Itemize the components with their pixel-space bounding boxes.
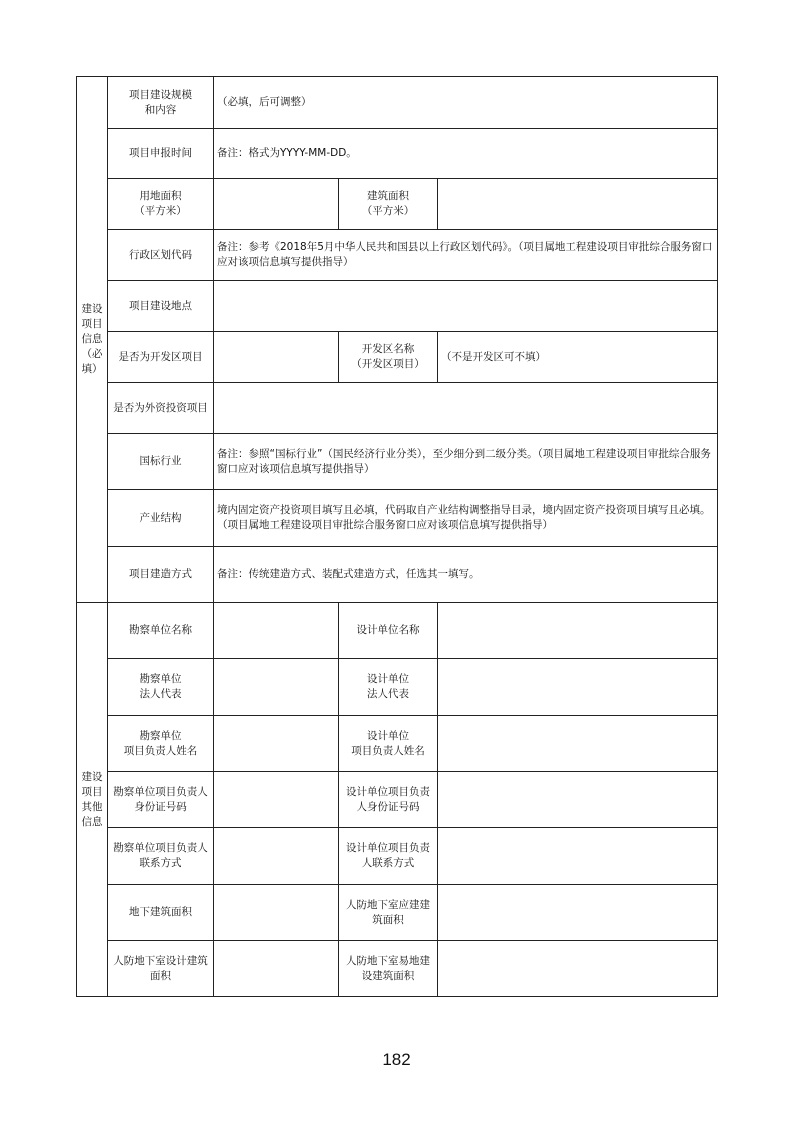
- underground-area-label: 地下建筑面积: [108, 885, 214, 941]
- row-division-code: [77, 230, 718, 281]
- survey-legal-rep-label: 勘察单位 法人代表: [108, 659, 214, 716]
- design-leader-id-field[interactable]: [438, 772, 718, 828]
- row-foreign-investment: [77, 383, 718, 434]
- location-label: 项目建设地点: [108, 281, 214, 332]
- design-legal-rep-field[interactable]: [438, 659, 718, 716]
- row-area: [77, 179, 718, 230]
- land-area-field[interactable]: [214, 179, 339, 230]
- survey-leader-contact-label: 勘察单位项目负责人 联系方式: [108, 828, 214, 885]
- industry-structure-field[interactable]: 境内固定资产投资项目填写且必填，代码取自产业结构调整指导目录，境内固定资产投资项目填写且必填。（项目属地工程建设项目审批综合服务窗口应对该项信息填写提供指导）: [214, 490, 718, 547]
- project-scale-field[interactable]: （必填，后可调整）: [214, 77, 718, 129]
- civil-defense-offsite-area-label: 人防地下室易地建 设建筑面积: [339, 941, 438, 997]
- civil-defense-required-area-label: 人防地下室应建建 筑面积: [339, 885, 438, 941]
- row-project-leader-name: [77, 716, 718, 772]
- row-civil-defense-area: [77, 941, 718, 997]
- report-time-field[interactable]: 备注：格式为YYYY-MM-DD。: [214, 129, 718, 179]
- design-leader-name-field[interactable]: [438, 716, 718, 772]
- row-construction-method: [77, 547, 718, 603]
- project-scale-label: 项目建设规模 和内容: [108, 77, 214, 129]
- design-leader-id-label: 设计单位项目负责 人身份证号码: [339, 772, 438, 828]
- survey-leader-id-field[interactable]: [214, 772, 339, 828]
- page-number: 182: [382, 1050, 411, 1069]
- foreign-investment-label: 是否为外资投资项目: [108, 383, 214, 434]
- report-time-label: 项目申报时间: [108, 129, 214, 179]
- row-industry: [77, 434, 718, 490]
- survey-unit-name-field[interactable]: [214, 603, 339, 659]
- row-leader-contact: [77, 828, 718, 885]
- survey-leader-contact-field[interactable]: [214, 828, 339, 885]
- dev-zone-label: 是否为开发区项目: [108, 332, 214, 383]
- design-leader-contact-field[interactable]: [438, 828, 718, 885]
- division-code-label: 行政区划代码: [108, 230, 214, 281]
- row-leader-id-number: [77, 772, 718, 828]
- design-unit-name-field[interactable]: [438, 603, 718, 659]
- row-dev-zone: [77, 332, 718, 383]
- industry-field[interactable]: 备注：参照“国标行业”（国民经济行业分类），至少细分到二级分类。（项目属地工程建设项目审批综合服务窗口应对该项信息填写提供指导）: [214, 434, 718, 490]
- section-project-info-label: 建设 项目 信息（必 填）: [77, 77, 108, 603]
- dev-zone-name-field[interactable]: （不是开发区可不填）: [438, 332, 718, 383]
- project-info-form: [76, 76, 718, 997]
- row-industry-structure: [77, 490, 718, 547]
- land-area-label: 用地面积 （平方米）: [108, 179, 214, 230]
- underground-area-field[interactable]: [214, 885, 339, 941]
- survey-unit-name-label: 勘察单位名称: [108, 603, 214, 659]
- survey-legal-rep-field[interactable]: [214, 659, 339, 716]
- survey-leader-name-field[interactable]: [214, 716, 339, 772]
- section-other-info-label: 建设 项目 其他 信息: [77, 603, 108, 997]
- foreign-investment-field[interactable]: [214, 383, 718, 434]
- division-code-field[interactable]: 备注：参考《2018年5月中华人民共和国县以上行政区划代码》。（项目属地工程建设项目审批综合服务窗口应对该项信息填写提供指导）: [214, 230, 718, 281]
- construction-method-field[interactable]: 备注：传统建造方式、装配式建造方式，任选其一填写。: [214, 547, 718, 603]
- row-report-time: [77, 129, 718, 179]
- build-area-field[interactable]: [438, 179, 718, 230]
- row-underground-area: [77, 885, 718, 941]
- industry-structure-label: 产业结构: [108, 490, 214, 547]
- row-survey-unit-name: [77, 603, 718, 659]
- civil-defense-required-area-field[interactable]: [438, 885, 718, 941]
- design-leader-name-label: 设计单位 项目负责人姓名: [339, 716, 438, 772]
- dev-zone-field[interactable]: [214, 332, 339, 383]
- row-legal-representative: [77, 659, 718, 716]
- survey-leader-id-label: 勘察单位项目负责人 身份证号码: [108, 772, 214, 828]
- construction-method-label: 项目建造方式: [108, 547, 214, 603]
- design-legal-rep-label: 设计单位 法人代表: [339, 659, 438, 716]
- industry-label: 国标行业: [108, 434, 214, 490]
- survey-leader-name-label: 勘察单位 项目负责人姓名: [108, 716, 214, 772]
- design-leader-contact-label: 设计单位项目负责 人联系方式: [339, 828, 438, 885]
- location-field[interactable]: [214, 281, 718, 332]
- dev-zone-name-label: 开发区名称 （开发区项目）: [339, 332, 438, 383]
- civil-defense-design-area-field[interactable]: [214, 941, 339, 997]
- civil-defense-offsite-area-field[interactable]: [438, 941, 718, 997]
- row-location: [77, 281, 718, 332]
- civil-defense-design-area-label: 人防地下室设计建筑 面积: [108, 941, 214, 997]
- build-area-label: 建筑面积 （平方米）: [339, 179, 438, 230]
- design-unit-name-label: 设计单位名称: [339, 603, 438, 659]
- row-project-scale: [77, 77, 718, 129]
